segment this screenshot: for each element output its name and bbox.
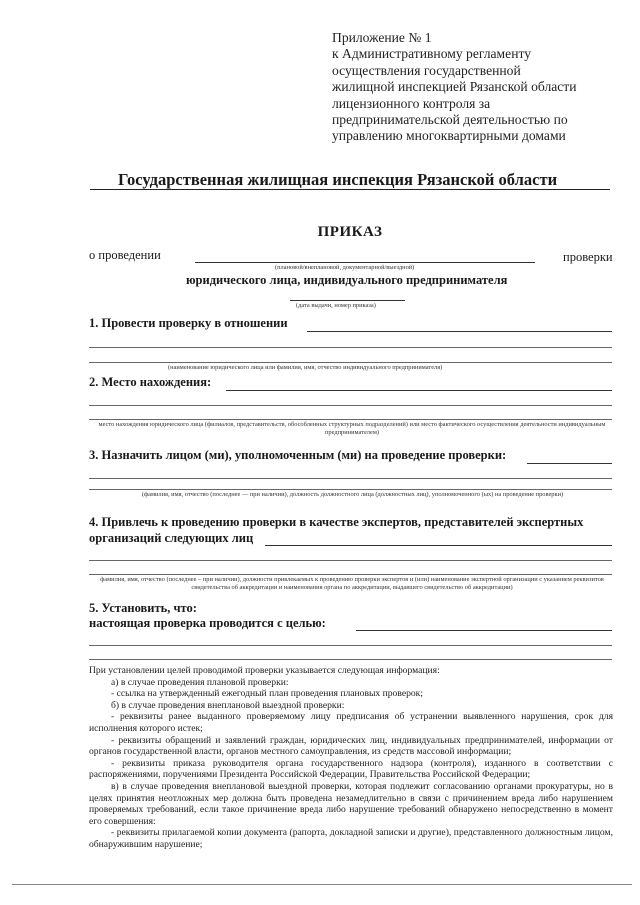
order-title: ПРИКАЗ [317, 224, 383, 240]
item3-field-line [89, 478, 612, 479]
subject-type-caption: (плановой/внеплановой, документарной/выездной) [275, 264, 415, 271]
item1-field [307, 331, 612, 332]
appendix-line: лицензионного контроля за [332, 95, 491, 111]
item5-field-line [89, 659, 612, 660]
appendix-line: управлению многоквартирными домами [332, 128, 566, 144]
appendix-line: предпринимательской деятельностью по [332, 112, 568, 128]
item5-label: 5. Установить, что: [89, 601, 197, 615]
subject-suffix: проверки [563, 250, 613, 264]
item4-field-line [89, 574, 612, 575]
item4-field-line [89, 560, 612, 561]
item3-label: 3. Назначить лицом (ми), уполномоченным (ми) на проведение проверки: [89, 448, 507, 462]
instructions-paragraph: - ссылка на утвержденный ежегодный план проведения плановых проверок; [111, 688, 423, 700]
instructions-paragraph: - реквизиты приказа руководителя органа государственного надзора (контроля), изданного в соответствии с распоряжениями, поручениями Президента Российской Федерации, Правительства Российской Федерации; [89, 757, 613, 781]
item4-caption: фамилия, имя, отчество (последнее – при наличии), должности привлекаемых к проведению проверки экспертов и (или) наименование экспертной организации с указанием реквизитов свидетельства об аккредитации и наименования органа по аккредитации, выдавшего свидетельство об аккредитации) [100, 576, 604, 591]
item2-field [226, 390, 612, 391]
appendix-line: Приложение № 1 [332, 30, 432, 45]
item1-field-line [89, 362, 612, 363]
appendix-line: осуществления государственной [332, 62, 521, 78]
item2-label: 2. Место нахождения: [89, 375, 212, 389]
subject-type-field [195, 262, 535, 263]
instructions-paragraph: - реквизиты обращений и заявлений граждан, юридических лиц, индивидуальных предпринимателей, информации от органов государственной власти, органов местного самоуправления, из средств массовой информации; [89, 734, 613, 758]
item5-purpose-field [356, 630, 612, 631]
page-bottom-edge [12, 884, 632, 885]
appendix-note [332, 30, 622, 145]
instructions-paragraph: - реквизиты ранее выданного проверяемому лицу предписания об устранении выявленного нарушения, срок для исполнения которого истек; [89, 711, 613, 734]
subject-prefix: о проведении [89, 248, 161, 262]
instructions-paragraph: б) в случае проведения внеплановой выездной проверки: [111, 699, 345, 711]
item4-label-line2: организаций следующих лиц [89, 531, 254, 545]
order-date-field [290, 300, 405, 301]
item2-field-line [89, 419, 612, 420]
organization-name: Государственная жилищная инспекция Рязанской области [118, 170, 558, 189]
item5-purpose-label: настоящая проверка проводится с целью: [89, 616, 326, 630]
instructions-paragraph: а) в случае проведения плановой проверки: [111, 676, 289, 688]
item1-field-line [89, 347, 612, 348]
header-divider [90, 189, 610, 190]
instructions-paragraph: При установлении целей проводимой проверки указывается следующая информация: [89, 665, 440, 676]
subject-second-line: юридического лица, индивидуального предпринимателя [186, 273, 508, 287]
item2-caption: место нахождения юридического лица (филиалов, представительств, обособленных структурных подразделений) или место фактического осуществления деятельности индивидуальным предпринимателем) [98, 421, 606, 436]
item5-field-line [89, 645, 612, 646]
item3-field [527, 463, 612, 464]
date-caption: (дата выдачи, номер приказа) [296, 302, 376, 309]
item4-field [265, 545, 612, 546]
item3-field-line [89, 489, 612, 490]
instructions-paragraph: - реквизиты прилагаемой копии документа (рапорта, докладной записки и другие), представленного должностным лицом, обнаружившим нарушение; [89, 827, 613, 850]
item1-label: 1. Провести проверку в отношении [89, 316, 288, 330]
item2-field-line [89, 405, 612, 406]
instructions-text [89, 665, 613, 851]
appendix-line: к Административному регламенту [332, 46, 532, 62]
appendix-line: жилищной инспекцией Рязанской области [332, 79, 577, 95]
item4-label-line1: 4. Привлечь к проведению проверки в качестве экспертов, представителей экспертных [89, 515, 584, 529]
item3-caption: (фамилия, имя, отчество (последнее — при наличии), должность должностного лица (должностных лиц), уполномоченного (ых) на проведение проверки) [141, 491, 564, 498]
instructions-paragraph: в) в случае проведения внеплановой выездной проверки, которая подлежит согласованию органами прокуратуры, но в целях принятия неотложных мер должна быть проведена незамедлительно в связи с причинением вреда либо нарушением проверяемых требований, если такое причинение вреда либо нарушение требований обнаружено непосредственно в момент его совершения: [89, 780, 613, 827]
item1-caption: (наименование юридического лица или фамилия, имя, отчество индивидуального предпринимателя) [168, 364, 443, 371]
